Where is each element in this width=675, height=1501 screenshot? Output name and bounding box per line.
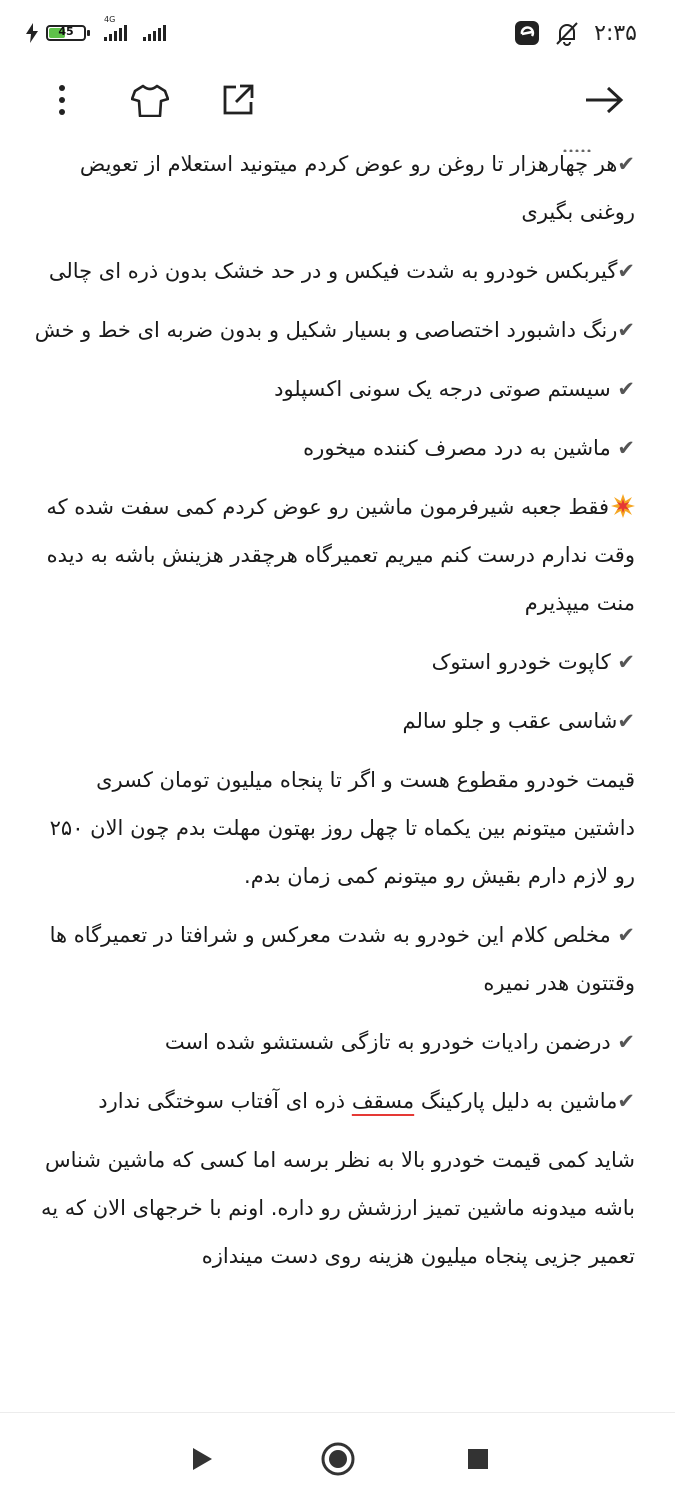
paragraph [30, 306, 635, 354]
paragraph [30, 140, 635, 236]
paragraph [30, 247, 635, 295]
status-right-group [514, 16, 637, 50]
more-vert-icon[interactable] [40, 78, 84, 122]
paragraph-text: شاید کمی قیمت خودرو بالا به نظر برسه اما کسی که ماشین شناس باشه میدونه ماشین تمیز ارزشش رو داره. اونم با خرجهای الان که یه تعمیر جزیی پنجاه میلیون هزینه روی دست میندازه [41, 1148, 635, 1268]
paragraph [30, 1018, 635, 1066]
check-mark-icon: ✔ [617, 923, 635, 947]
paragraph-text: گیربکس خودرو به شدت فیکس و در حد خشک بدون ذره ای چالی [48, 259, 618, 283]
shirt-icon[interactable] [128, 78, 172, 122]
paragraph [30, 756, 635, 900]
paragraph-text: قیمت خودرو مقطوع هست و اگر تا پنجاه میلیون تومان کسری داشتین میتونم بین یکماه تا چهل روز بهتون مهلت بدم چون الان ۲۵۰ رو لازم دارم بقیش رو میتونم کمی زمان بدم. [49, 768, 635, 888]
paragraph [30, 1077, 635, 1125]
top-toolbar [0, 66, 675, 136]
spellcheck-underlined-word[interactable]: مسقف [351, 1089, 415, 1113]
paragraph [30, 424, 635, 472]
share-icon[interactable] [216, 78, 260, 122]
collision-icon [611, 487, 635, 511]
paragraph [30, 697, 635, 745]
paragraph [30, 911, 635, 1007]
app-e-icon [514, 20, 540, 46]
clock-time: ۲:۳۵ [594, 20, 637, 46]
paragraph [30, 1136, 635, 1280]
paragraph-text: سیستم صوتی درجه یک سونی اکسپلود [274, 377, 618, 401]
signal-icon [143, 25, 166, 41]
battery-icon [46, 25, 86, 41]
check-mark-icon: ✔ [617, 377, 635, 401]
charging-icon [26, 23, 38, 43]
check-mark-icon: ✔ [617, 318, 635, 342]
battery-level: 45 [58, 25, 74, 38]
paragraph [30, 638, 635, 686]
paragraph-text: ذره ای آفتاب سوختگی ندارد [98, 1089, 352, 1113]
signal-4g-icon [104, 15, 127, 41]
status-bar [0, 0, 675, 64]
status-left-group [26, 15, 166, 48]
paragraph-text: شاسی عقب و جلو سالم [402, 709, 618, 733]
paragraph [30, 483, 635, 627]
check-mark-icon: ✔ [617, 152, 635, 176]
paragraph-text: ماشین به درد مصرف کننده میخوره [303, 436, 618, 460]
paragraph-text: فقط جعبه شیرفرمون ماشین رو عوض کردم کمی سفت شده که وقت ندارم درست کنم میریم تعمیرگاه هرچقدر هزینش باشه به دیده منت میپذیرم [46, 495, 635, 615]
check-mark-icon: ✔ [617, 436, 635, 460]
check-mark-icon: ✔ [617, 709, 635, 733]
check-mark-icon: ✔ [617, 1030, 635, 1054]
paragraph-text: مخلص کلام این خودرو به شدت معرکس و شرافتا در تعمیرگاه ها وقتتون هدر نمیره [49, 923, 635, 995]
listing-description [30, 140, 635, 1291]
back-triangle-icon[interactable] [182, 1439, 222, 1479]
recents-square-icon[interactable] [458, 1439, 498, 1479]
check-mark-icon: ✔ [617, 259, 635, 283]
network-label: 4G [104, 15, 116, 24]
paragraph-text: کاپوت خودرو استوک [431, 650, 618, 674]
notifications-muted-icon [554, 20, 580, 46]
paragraph-text: رنگ داشبورد اختصاصی و بسیار شکیل و بدون ضربه ای خط و خش [34, 318, 618, 342]
system-nav-bar [0, 1412, 675, 1501]
paragraph-text: هر چهارهزار تا روغن رو عوض کردم میتونید استعلام از تعویض روغنی بگیری [79, 152, 635, 224]
paragraph-text: درضمن رادیات خودرو به تازگی شستشو شده است [164, 1030, 618, 1054]
check-mark-icon: ✔ [617, 1089, 635, 1113]
paragraph [30, 365, 635, 413]
check-mark-icon: ✔ [617, 650, 635, 674]
paragraph-text: ماشین به دلیل پارکینگ [414, 1089, 618, 1113]
home-circle-icon[interactable] [318, 1439, 358, 1479]
forward-arrow-icon[interactable] [582, 78, 626, 122]
